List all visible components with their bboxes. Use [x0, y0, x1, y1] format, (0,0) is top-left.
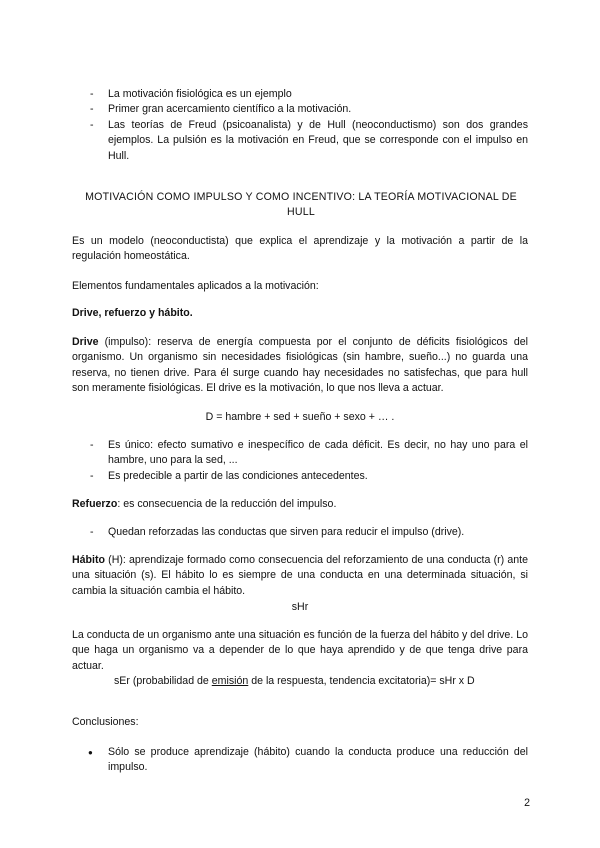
drive-formula: D = hambre + sed + sueño + sexo + … . [205, 411, 395, 423]
list-item: - Quedan reforzadas las conductas que sirven para reducir el impulso (drive). [72, 525, 528, 540]
dash-marker: - [90, 526, 94, 538]
conducta-paragraph: La conducta de un organismo ante una situación es función de la fuerza del hábito y del drive. Lo que haga un organismo va a depender de lo que haya aprendido y de que tenga drive para actuar. [72, 629, 528, 672]
model-paragraph: Es un modelo (neoconductista) que explica el aprendizaje y la motivación a partir de la regulación homeostática. [72, 235, 528, 263]
page-number: 2 [524, 797, 530, 809]
list-item: - Es único: efecto sumativo e inespecífico de cada déficit. Es decir, no hay uno para el hambre, uno para la sed, ... [90, 439, 528, 467]
refuerzo-bullet-list [72, 525, 528, 540]
list-item: - Las teorías de Freud (psicoanalista) y de Hull (neoconductismo) son dos grandes ejemplos. La pulsión es la motivación en Freud, que se corresponde con el impulso en Hull. [90, 118, 528, 162]
list-item: - Primer gran acercamiento científico a la motivación. [72, 102, 528, 117]
habito-formula: sHr [291, 601, 309, 613]
habito-term: Hábito [72, 554, 105, 566]
conclusiones-title: Conclusiones: [72, 716, 139, 728]
refuerzo-term: Refuerzo [72, 498, 118, 510]
dash-marker: - [90, 118, 94, 131]
elements-intro: Elementos fundamentales aplicados a la motivación: [72, 280, 319, 292]
intro-bullet-list [72, 87, 528, 164]
section-heading: MOTIVACIÓN COMO IMPULSO Y COMO INCENTIVO: LA TEORÍA MOTIVACIONAL DE HULL [85, 191, 517, 219]
dash-marker: - [90, 439, 94, 451]
list-item: ● Sólo se produce aprendizaje (hábito) cuando la conducta produce una reducción del impulso. [88, 746, 528, 774]
elements-title: Drive, refuerzo y hábito. [72, 307, 193, 319]
dash-marker: - [90, 103, 94, 116]
habito-paragraph: Hábito (H): aprendizaje formado como consecuencia del reforzamiento de una conducta (r) ante una situación (s). El hábito lo es siempre de una conducta en una determinada situación, si cambia la situación cambia el hábito. [72, 554, 528, 597]
bullet-dot-icon: ● [88, 748, 93, 757]
list-item: - La motivación fisiológica es un ejemplo [72, 87, 528, 102]
refuerzo-paragraph: Refuerzo: es consecuencia de la reducción del impulso. [72, 498, 337, 510]
list-item: - Es predecible a partir de las condiciones antecedentes. [72, 469, 528, 484]
drive-term: Drive [72, 336, 99, 348]
drive-bullet-list [72, 438, 528, 484]
conclusiones-bullet-list [72, 745, 528, 776]
drive-paragraph: Drive (impulso): reserva de energía compuesta por el conjunto de déficits fisiológicos del organismo. Un organismo sin necesidades fisiológicas (sin hambre, sueño...) no guarda una reserva, no tienen drive. Para él surge cuando hay necesidades no satisfechas, que para hull son meramente fisiológicas. El drive es la motivación, lo que nos lleva a actuar. [72, 336, 528, 395]
dash-marker: - [90, 469, 94, 482]
excitatory-formula: sEr (probabilidad de emisión de la respuesta, tendencia excitatoria)= sHr x D [114, 675, 475, 687]
dash-marker: - [90, 88, 94, 100]
